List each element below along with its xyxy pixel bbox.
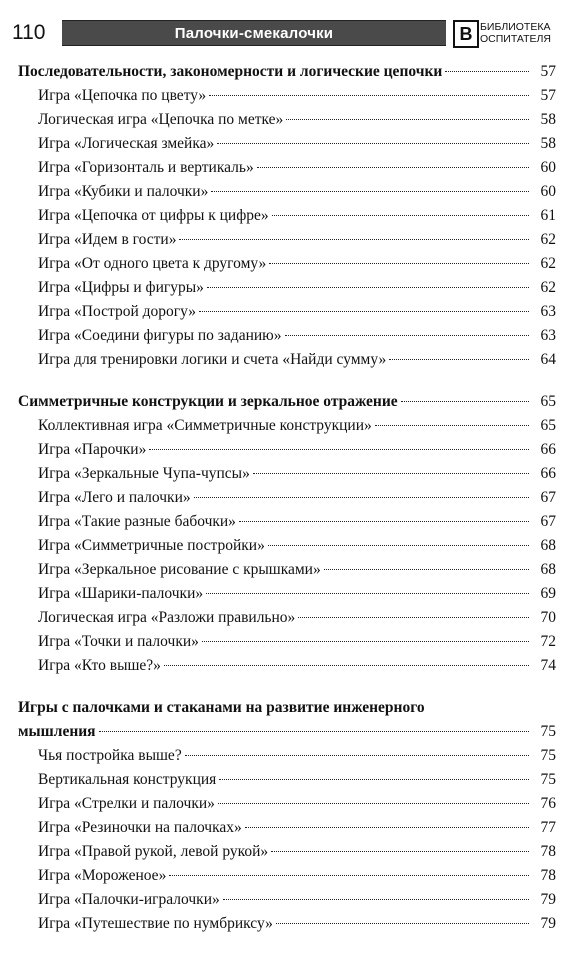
entry-page-number: 69 [540, 585, 556, 602]
entry-page-number: 58 [540, 111, 556, 128]
entry-page-number: 70 [540, 609, 556, 626]
toc-entry[interactable] [0, 744, 582, 768]
dot-leader [179, 239, 529, 240]
dot-leader [209, 95, 529, 96]
entry-title: Игра «Шарики-палочки» [38, 585, 204, 602]
entry-page-number: 60 [540, 183, 556, 200]
entry-title: Игра «Резиночки на палочках» [38, 819, 242, 836]
toc-entry[interactable] [0, 792, 582, 816]
toc-entry[interactable] [0, 180, 582, 204]
entry-page-number: 57 [540, 87, 556, 104]
entry-page-number: 62 [540, 231, 556, 248]
entry-title: Игра «Такие разные бабочки» [38, 513, 236, 530]
entry-page-number: 67 [540, 489, 556, 506]
toc-entry[interactable] [0, 228, 582, 252]
dot-leader [239, 521, 529, 522]
toc-entry[interactable] [0, 558, 582, 582]
entry-page-number: 67 [540, 513, 556, 530]
dot-leader [194, 497, 529, 498]
entry-page-number: 63 [540, 303, 556, 320]
toc-entry[interactable] [0, 534, 582, 558]
toc-entry[interactable] [0, 582, 582, 606]
entry-page-number: 66 [540, 441, 556, 458]
entry-page-number: 77 [540, 819, 556, 836]
entry-title: Игра «Соедини фигуры по заданию» [38, 327, 282, 344]
entry-title: Игра «Построй дорогу» [38, 303, 197, 320]
entry-title: Игра «Горизонталь и вертикаль» [38, 159, 254, 176]
entry-title: Игра «Стрелки и палочки» [38, 795, 215, 812]
dot-leader [223, 899, 529, 900]
entry-title: Игра «От одного цвета к другому» [38, 255, 267, 272]
entry-title: Вертикальная конструкция [38, 771, 217, 788]
dot-leader [245, 827, 529, 828]
dot-leader [219, 779, 529, 780]
toc-entry[interactable] [0, 156, 582, 180]
toc-entry[interactable] [0, 816, 582, 840]
section-page-number: 65 [540, 393, 556, 410]
entry-title: Игра «Мороженое» [38, 867, 167, 884]
dot-leader [164, 665, 529, 666]
toc-entry[interactable] [0, 300, 582, 324]
dot-leader [149, 449, 529, 450]
entry-page-number: 75 [540, 771, 556, 788]
dot-leader [324, 569, 529, 570]
section-title-line2: мышления [18, 723, 96, 740]
dot-leader [218, 803, 529, 804]
dot-leader [271, 851, 529, 852]
dot-leader [207, 287, 529, 288]
toc-section-heading[interactable] [0, 60, 582, 84]
toc-section-heading[interactable] [0, 390, 582, 414]
entry-page-number: 72 [540, 633, 556, 650]
running-title-band [62, 20, 446, 46]
entry-title: Коллективная игра «Симметричные конструкции» [38, 417, 372, 434]
entry-title: Игра для тренировки логики и счета «Найди сумму» [38, 351, 387, 368]
toc-entry[interactable] [0, 414, 582, 438]
series-logo-line1: БИБЛИОТЕКА [480, 21, 551, 33]
table-of-contents [0, 60, 582, 954]
entry-page-number: 61 [540, 207, 556, 224]
entry-page-number: 62 [540, 279, 556, 296]
section-page-number: 75 [540, 723, 556, 740]
dot-leader [445, 71, 529, 72]
entry-page-number: 66 [540, 465, 556, 482]
entry-title: Игра «Лего и палочки» [38, 489, 191, 506]
entry-title: Логическая игра «Цепочка по метке» [38, 111, 284, 128]
toc-section [0, 390, 582, 678]
entry-page-number: 68 [540, 537, 556, 554]
dot-leader [199, 311, 529, 312]
entry-page-number: 63 [540, 327, 556, 344]
dot-leader [268, 545, 529, 546]
entry-page-number: 75 [540, 747, 556, 764]
entry-title: Игра «Правой рукой, левой рукой» [38, 843, 269, 860]
toc-entry[interactable] [0, 276, 582, 300]
dot-leader [272, 215, 529, 216]
entry-page-number: 68 [540, 561, 556, 578]
dot-leader [285, 335, 530, 336]
entry-title: Игра «Палочки-игралочки» [38, 891, 220, 908]
section-title: Симметричные конструкции и зеркальное отражение [18, 393, 398, 410]
toc-entry[interactable] [0, 438, 582, 462]
toc-entry[interactable] [0, 912, 582, 936]
toc-entry[interactable] [0, 768, 582, 792]
page-header [0, 18, 582, 48]
section-title-line1[interactable]: Игры с палочками и стаканами на развитие инженерного [18, 699, 425, 716]
entry-page-number: 78 [540, 867, 556, 884]
dot-leader [169, 875, 529, 876]
toc-entry[interactable] [0, 108, 582, 132]
dot-leader [269, 263, 529, 264]
toc-entry[interactable] [0, 606, 582, 630]
dot-leader [99, 731, 529, 732]
dot-leader [401, 401, 529, 402]
entry-page-number: 78 [540, 843, 556, 860]
dot-leader [298, 617, 529, 618]
toc-section [0, 696, 582, 936]
dot-leader [202, 641, 529, 642]
toc-entry[interactable] [0, 630, 582, 654]
entry-title: Игра «Путешествие по нумбриксу» [38, 915, 273, 932]
toc-entry[interactable] [0, 462, 582, 486]
series-logo [450, 18, 580, 48]
dot-leader [389, 359, 529, 360]
dot-leader [206, 593, 529, 594]
toc-section [0, 60, 582, 372]
entry-title: Игра «Кубики и палочки» [38, 183, 209, 200]
entry-title: Игра «Цепочка от цифры к цифре» [38, 207, 269, 224]
entry-page-number: 79 [540, 891, 556, 908]
page-number: 110 [12, 21, 46, 44]
toc-entry[interactable] [0, 510, 582, 534]
toc-entry[interactable] [0, 324, 582, 348]
entry-title: Игра «Идем в гости» [38, 231, 177, 248]
dot-leader [211, 191, 529, 192]
entry-page-number: 58 [540, 135, 556, 152]
entry-title: Игра «Цифры и фигуры» [38, 279, 204, 296]
entry-title: Игра «Кто выше?» [38, 657, 161, 674]
dot-leader [276, 923, 529, 924]
entry-page-number: 60 [540, 159, 556, 176]
toc-section-heading[interactable] [0, 720, 582, 744]
toc-entry[interactable] [0, 864, 582, 888]
toc-entry[interactable] [0, 132, 582, 156]
running-title: Палочки-смекалочки [174, 24, 334, 42]
dot-leader [217, 143, 529, 144]
entry-title: Игра «Симметричные постройки» [38, 537, 265, 554]
entry-title: Игра «Зеркальное рисование с крышками» [38, 561, 321, 578]
dot-leader [375, 425, 529, 426]
dot-leader [185, 755, 529, 756]
entry-page-number: 64 [540, 351, 556, 368]
entry-page-number: 65 [540, 417, 556, 434]
entry-title: Игра «Цепочка по цвету» [38, 87, 207, 104]
toc-entry[interactable] [0, 654, 582, 678]
dot-leader [286, 119, 529, 120]
entry-title: Игра «Зеркальные Чупа-чупсы» [38, 465, 250, 482]
toc-entry[interactable] [0, 888, 582, 912]
toc-entry[interactable] [0, 840, 582, 864]
entry-page-number: 76 [540, 795, 556, 812]
section-page-number: 57 [540, 63, 556, 80]
entry-title: Игра «Точки и палочки» [38, 633, 199, 650]
entry-title: Игра «Парочки» [38, 441, 147, 458]
entry-title: Игра «Логическая змейка» [38, 135, 215, 152]
toc-entry[interactable] [0, 348, 582, 372]
entry-page-number: 79 [540, 915, 556, 932]
series-logo-letter: В [453, 20, 479, 48]
series-logo-text [480, 21, 551, 45]
entry-title: Логическая игра «Разложи правильно» [38, 609, 296, 626]
toc-entry[interactable] [0, 84, 582, 108]
entry-page-number: 74 [540, 657, 556, 674]
entry-page-number: 62 [540, 255, 556, 272]
toc-entry[interactable] [0, 204, 582, 228]
section-title: Последовательности, закономерности и логические цепочки [18, 63, 443, 80]
entry-title: Чья постройка выше? [38, 747, 182, 764]
series-logo-line2: ОСПИТАТЕЛЯ [480, 33, 551, 45]
dot-leader [253, 473, 529, 474]
dot-leader [257, 167, 529, 168]
toc-entry[interactable] [0, 486, 582, 510]
toc-entry[interactable] [0, 252, 582, 276]
